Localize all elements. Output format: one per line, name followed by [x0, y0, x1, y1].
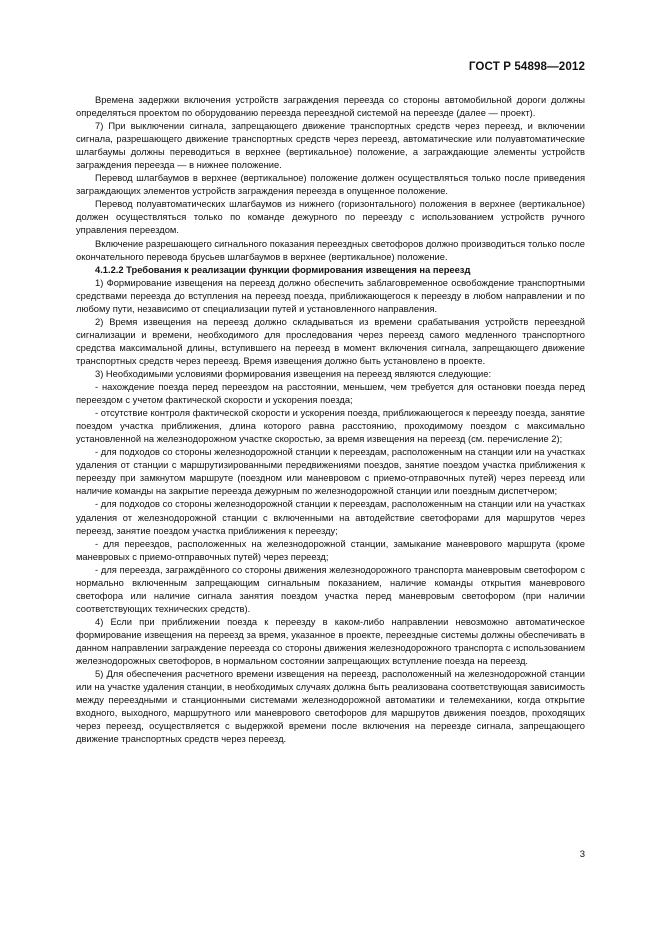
list-item-no-speed-control: - отсутствие контроля фактической скорости и ускорения поезда, приближающегося к переезду поезда, занятие поездом участка приближения, длина которого равна расстоянию, проходимому поездом с максимально установленной на железнодорожном участке скоростью, за время извещения на переезд (см. перечисление 2);	[76, 408, 585, 445]
paragraph-item-3: 3) Необходимыми условиями формирования извещения на переезд являются следующие:	[95, 368, 492, 379]
paragraph-item-2: 2) Время извещения на переезд должно складываться из времени срабатывания устройств переездной сигнализации и времени, необходимого для проследования через переезд самого медленного транспортного средства максимальной длины, вступившего на переезд в момент включения сигнала, запрещающего движение транспортных средств через переезд. Время извещения должно быть установлено в проекте.	[76, 316, 585, 366]
document-body	[76, 94, 585, 746]
paragraph-signal-enable: Включение разрешающего сигнального показания переездных светофоров должно производиться только после окончательного перевода брусьев шлагбаумов в верхнее (вертикальное) положение.	[76, 238, 585, 262]
paragraph-item-1: 1) Формирование извещения на переезд должно обеспечить заблаговременное освобождение транспортными средствами переезда до вступления на переезд поезда, приближающегося к переезду в любом направлении и по любому пути, независимо от специализации путей и установленного направления.	[76, 277, 585, 314]
page-number: 3	[579, 849, 585, 860]
list-item-stopping-distance: - нахождение поезда перед переездом на расстоянии, меньшем, чем требуется для остановки поезда перед переездом с учетом фактической скорости и ускорения поезда;	[76, 382, 585, 406]
list-item-shunting-signal: - для переезда, заграждённого со стороны движения железнодорожного транспорта маневровым светофором с нормально включенным запрещающим сигнальным показанием, наличие команды открытия маневрового светофора или наличие сигнала занятия поездом участка перед маневровым светофором (при наличии соответствующих технических средств).	[76, 564, 585, 614]
paragraph-delay-times: Времена задержки включения устройств заграждения переезда со стороны автомобильной дороги должны определяться проектом по оборудованию переезда переездной системой на переезде (далее — проект).	[76, 95, 585, 119]
list-item-station-routed: - для подходов со стороны железнодорожной станции к переездам, расположенным на станции или на участках удаления от станции с маршрутизированными передвижениями поездов, занятие поездом участка приближения к переезду при замкнутом маршруте (поездном или маневровом с приемо-отправочных путей) через переезд или наличие команды на закрытие переезда дежурным по железнодорожной станции или поездным диспетчером;	[76, 447, 585, 497]
paragraph-item-4: 4) Если при приближении поезда к переезду в каком-либо направлении невозможно автоматическое формирование извещения на переезд за время, указанное в проекте, переездные системы должны обеспечивать в данном направлении заграждение переезда со стороны движения железнодорожного транспорта с использованием железнодорожных светофоров, в нормальном состоянии запрещающих вступление поезда на переезд.	[76, 616, 585, 667]
paragraph-semiauto-barrier: Перевод полуавтоматических шлагбаумов из нижнего (горизонтального) положения в верхнее (вертикальное) должен осуществляться только по команде дежурного по переезду с использованием устройств ручного управления переездом.	[76, 199, 585, 236]
list-item-station-autosignals: - для подходов со стороны железнодорожной станции к переездам, расположенным на станции или на участках удаления от железнодорожной станции с включенными на автодействие светофорами для маршрутов через переезд, занятие поездом участка приближения к переезду;	[76, 499, 585, 536]
document-header: ГОСТ Р 54898—2012	[468, 60, 585, 73]
paragraph-item-7: 7) При выключении сигнала, запрещающего движение транспортных средств через переезд, и включении сигнала, разрешающего движение транспортных средств через переезд, автоматические или полуавтоматические шлагбаумы должны переводиться в верхнее (вертикальное) положение, а заграждающие элементы устройств заграждения переезда — в нижнее положение.	[76, 121, 585, 171]
list-item-station-shunting: - для переездов, расположенных на железнодорожной станции, замыкание маневрового маршрута (кроме маневровых с приемо-отправочных путей) через переезд;	[76, 538, 585, 562]
paragraph-barrier-raise: Перевод шлагбаумов в верхнее (вертикальное) положение должен осуществляться только после приведения заграждающих элементов устройств заграждения переезда в опущенное положение.	[76, 173, 585, 197]
paragraph-item-5: 5) Для обеспечения расчетного времени извещения на переезд, расположенный на железнодорожной станции или на участке удаления станции, в необходимых случаях должна быть реализована соответствующая зависимость между переездными и станционными системами железнодорожной автоматики и телемеханики, когда открытие входного, выходного, маршрутного или маневрового светофоров для маршрутов движения поездов, проходящих через переезд, осуществляется с выдержкой времени после включения на переезде сигнала, запрещающего движение транспортных средств через переезд.	[76, 669, 585, 745]
section-heading-4-1-2-2: 4.1.2.2 Требования к реализации функции формирования извещения на переезд	[95, 264, 471, 275]
